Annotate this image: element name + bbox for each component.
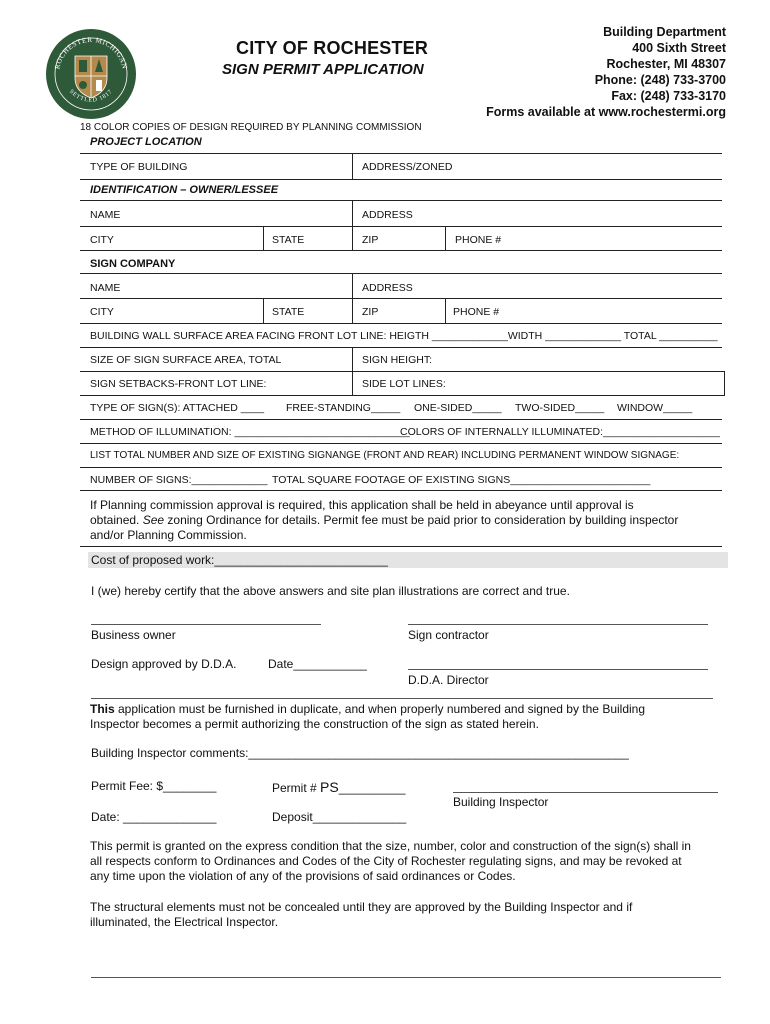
sign-height-field[interactable]: SIGN HEIGHT: [362, 354, 433, 366]
illumination-method-field[interactable]: METHOD OF ILLUMINATION: ______________________________ [90, 426, 410, 438]
owner-name-field[interactable]: NAME [90, 209, 121, 221]
type-of-building-field[interactable]: TYPE OF BUILDING [90, 161, 188, 173]
certify-statement: I (we) hereby certify that the above answers and site plan illustrations are correct and true. [91, 584, 570, 598]
permit-number-field[interactable]: Permit # PS__________ [272, 779, 406, 795]
sign-contractor-signature-label: Sign contractor [408, 628, 489, 642]
type-one-sided-field[interactable]: ONE-SIDED_____ [414, 402, 502, 414]
permit-conditions-paragraph: This permit is granted on the express condition that the size, number, color and construction of the sign(s) shall in all respects conform to Ordinances and Codes of the City of Rochester regulating signs, and may be revoked at any time upon the violation of any of the provisions of said ordinances or Codes. [90, 839, 691, 883]
dda-approved-label: Design approved by D.D.A. [91, 657, 237, 671]
dept-phone: Phone: (248) 733-3700 [594, 73, 726, 87]
owner-phone-field[interactable]: PHONE # [455, 234, 502, 246]
total-square-footage-field[interactable]: TOTAL SQUARE FOOTAGE OF EXISTING SIGNS________________________ [272, 474, 651, 486]
color-copies-notice: 18 COLOR COPIES OF DESIGN REQUIRED BY PLANNING COMMISSION [80, 122, 422, 133]
number-of-signs-field[interactable]: NUMBER OF SIGNS:_____________ [90, 474, 268, 486]
type-attached-field[interactable]: TYPE OF SIGN(S): ATTACHED ____ [90, 402, 265, 414]
permit-fee-field[interactable]: Permit Fee: $________ [91, 779, 217, 793]
city-seal-logo [45, 28, 137, 120]
company-name-field[interactable]: NAME [90, 282, 121, 294]
type-free-standing-field[interactable]: FREE-STANDING_____ [286, 402, 401, 414]
type-two-sided-field[interactable]: TWO-SIDED_____ [515, 402, 605, 414]
dept-street: 400 Sixth Street [632, 41, 726, 55]
svg-text:SETTLED 1817: SETTLED 1817 [67, 88, 115, 104]
duplicate-furnish-paragraph: This application must be furnished in duplicate, and when properly numbered and signed by the Building Inspector becomes a permit authorizing the construction of the sign as stated herein. [90, 702, 646, 731]
existing-signage-label: LIST TOTAL NUMBER AND SIZE OF EXISTING SIGNANGE (FRONT AND REAR) INCLUDING PERMANENT WINDOW SIGNAGE: [90, 450, 680, 461]
inspector-comments-field[interactable]: Building Inspector comments:_________________________________________________________ [91, 746, 629, 760]
owner-address-field[interactable]: ADDRESS [362, 209, 413, 221]
form-subtitle: SIGN PERMIT APPLICATION [222, 61, 424, 78]
dept-website: Forms available at www.rochestermi.org [486, 105, 726, 119]
section-project-location: PROJECT LOCATION [90, 136, 202, 148]
planning-commission-paragraph: If Planning commission approval is required, this application shall be held in abeyance until approval is obtained. See zoning Ordinance for details. Permit fee must be paid prior to consideration by building inspector and/or Planning Commission. [90, 498, 679, 542]
section-owner-lessee: IDENTIFICATION – OWNER/LESSEE [90, 184, 279, 196]
cost-of-work-field[interactable]: Cost of proposed work:__________________________ [91, 553, 388, 567]
business-owner-signature-label: Business owner [91, 628, 176, 642]
company-zip-field[interactable]: ZIP [362, 306, 379, 318]
dda-date-field[interactable]: Date___________ [268, 657, 367, 671]
dept-city: Rochester, MI 48307 [606, 57, 726, 71]
section-sign-company: SIGN COMPANY [90, 258, 176, 270]
svg-text:ROCHESTER MICHIGAN: ROCHESTER MICHIGAN [53, 35, 129, 70]
wall-surface-area-field[interactable]: BUILDING WALL SURFACE AREA FACING FRONT LOT LINE: HEIGTH _____________WIDTH _____________ TOTAL __________ [90, 330, 718, 342]
company-address-field[interactable]: ADDRESS [362, 282, 413, 294]
building-inspector-signature-label: Building Inspector [453, 795, 549, 809]
owner-city-field[interactable]: CITY [90, 234, 114, 246]
side-lot-lines-field[interactable]: SIDE LOT LINES: [362, 378, 446, 390]
page-title: CITY OF ROCHESTER [236, 38, 429, 58]
department-contact [486, 24, 726, 120]
owner-zip-field[interactable]: ZIP [362, 234, 379, 246]
company-city-field[interactable]: CITY [90, 306, 114, 318]
company-state-field[interactable]: STATE [272, 306, 305, 318]
permit-number-prefix: PS [320, 779, 339, 795]
dept-fax: Fax: (248) 733-3170 [611, 89, 726, 103]
address-zoned-field[interactable]: ADDRESS/ZONED [362, 161, 453, 173]
dda-director-signature-label: D.D.A. Director [408, 673, 489, 687]
structural-elements-paragraph: The structural elements must not be concealed until they are approved by the Building Inspector and if illuminated, the Electrical Inspector. [90, 900, 633, 929]
owner-state-field[interactable]: STATE [272, 234, 305, 246]
deposit-field[interactable]: Deposit______________ [272, 810, 407, 824]
setbacks-front-field[interactable]: SIGN SETBACKS-FRONT LOT LINE: [90, 378, 267, 390]
company-phone-field[interactable]: PHONE # [453, 306, 500, 318]
colors-illuminated-field[interactable]: COLORS OF INTERNALLY ILLUMINATED:____________________ [400, 426, 720, 438]
type-window-field[interactable]: WINDOW_____ [617, 402, 693, 414]
sign-surface-area-field[interactable]: SIZE OF SIGN SURFACE AREA, TOTAL [90, 354, 282, 366]
date-field[interactable]: Date: ______________ [91, 810, 217, 824]
dept-name: Building Department [603, 25, 726, 39]
